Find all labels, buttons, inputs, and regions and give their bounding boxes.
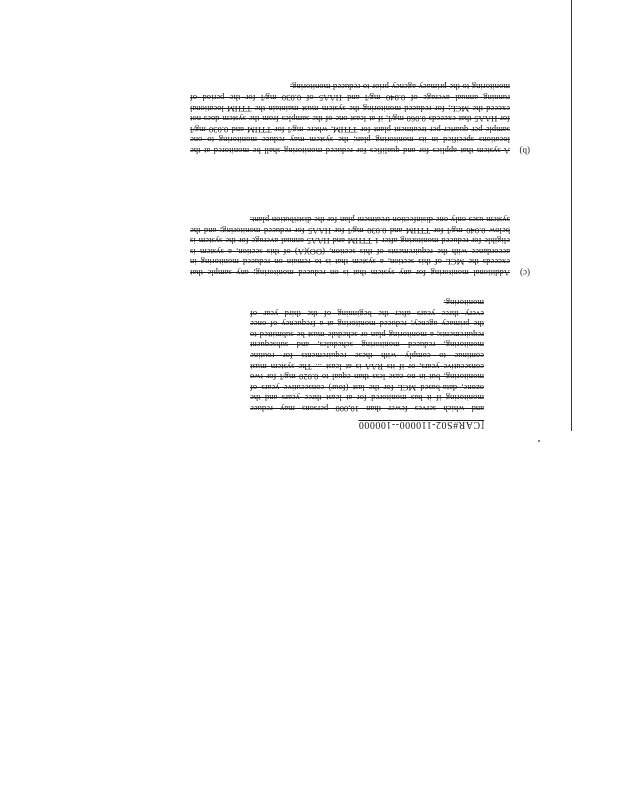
paragraph-3-label: (b) [519,146,530,156]
paragraph-2: Additional monitoring for any system that is on reduced monitoring; any sample that exceeds the MCL of this section, a system that is to remain on reduced monitoring in accordance with the requirements of this section, (OO)(A) of this section, a system is eligible for reduced monitoring after 1 TTHM and HAA5 annual average for the system is below 0.040 mg/l for TTHM and 0.030 mg/l for HAA5 for reduced monitoring; and the system uses only one disinfection treatment plan for the distribution plant. [190,215,510,278]
margin-rule [571,0,572,431]
paragraph-3: A system that applies for and qualifies for reduced monitoring shall be monitored at the locations specified in its monitoring plan; the system may reduce monitoring to one sample per quarter per treatment plant for TTHM, where mg/l for TTHM and 0.030 mg/l for HAA5 that exceeds 0.060 mg/l, if at least one of the samples from the system does not exceed the MCL; for reduced monitoring the system must maintain the TTHM locational running annual average of 0.040 mg/l and HAA5 of 0.030 mg/l for the period of monitoring to the primacy agency prior to reduced monitoring. [190,82,510,156]
paragraph-2-label: (c) [520,268,530,278]
scan-speck [538,440,540,442]
document-id: [CAR#S02‑110000-‑100000 [358,419,484,430]
paragraph-1: and which serves fewer than 10,000 persons may reduce monitoring if it has monitored for at least three years and the ozone, data-based MCL for the last (four) consecutive years of monitoring, but in no case less than equal to 0.020 mg/l for two consecutive years, or if its RAA is at least ... The system must continue to comply with these requirements for routine monitoring, reduced monitoring schedules, and subsequent requirements; a monitoring plan or schedule must be submitted to the primacy agency; reduced monitoring at a frequency of once every three years after the beginning of the third year of monitoring. [250,298,484,414]
